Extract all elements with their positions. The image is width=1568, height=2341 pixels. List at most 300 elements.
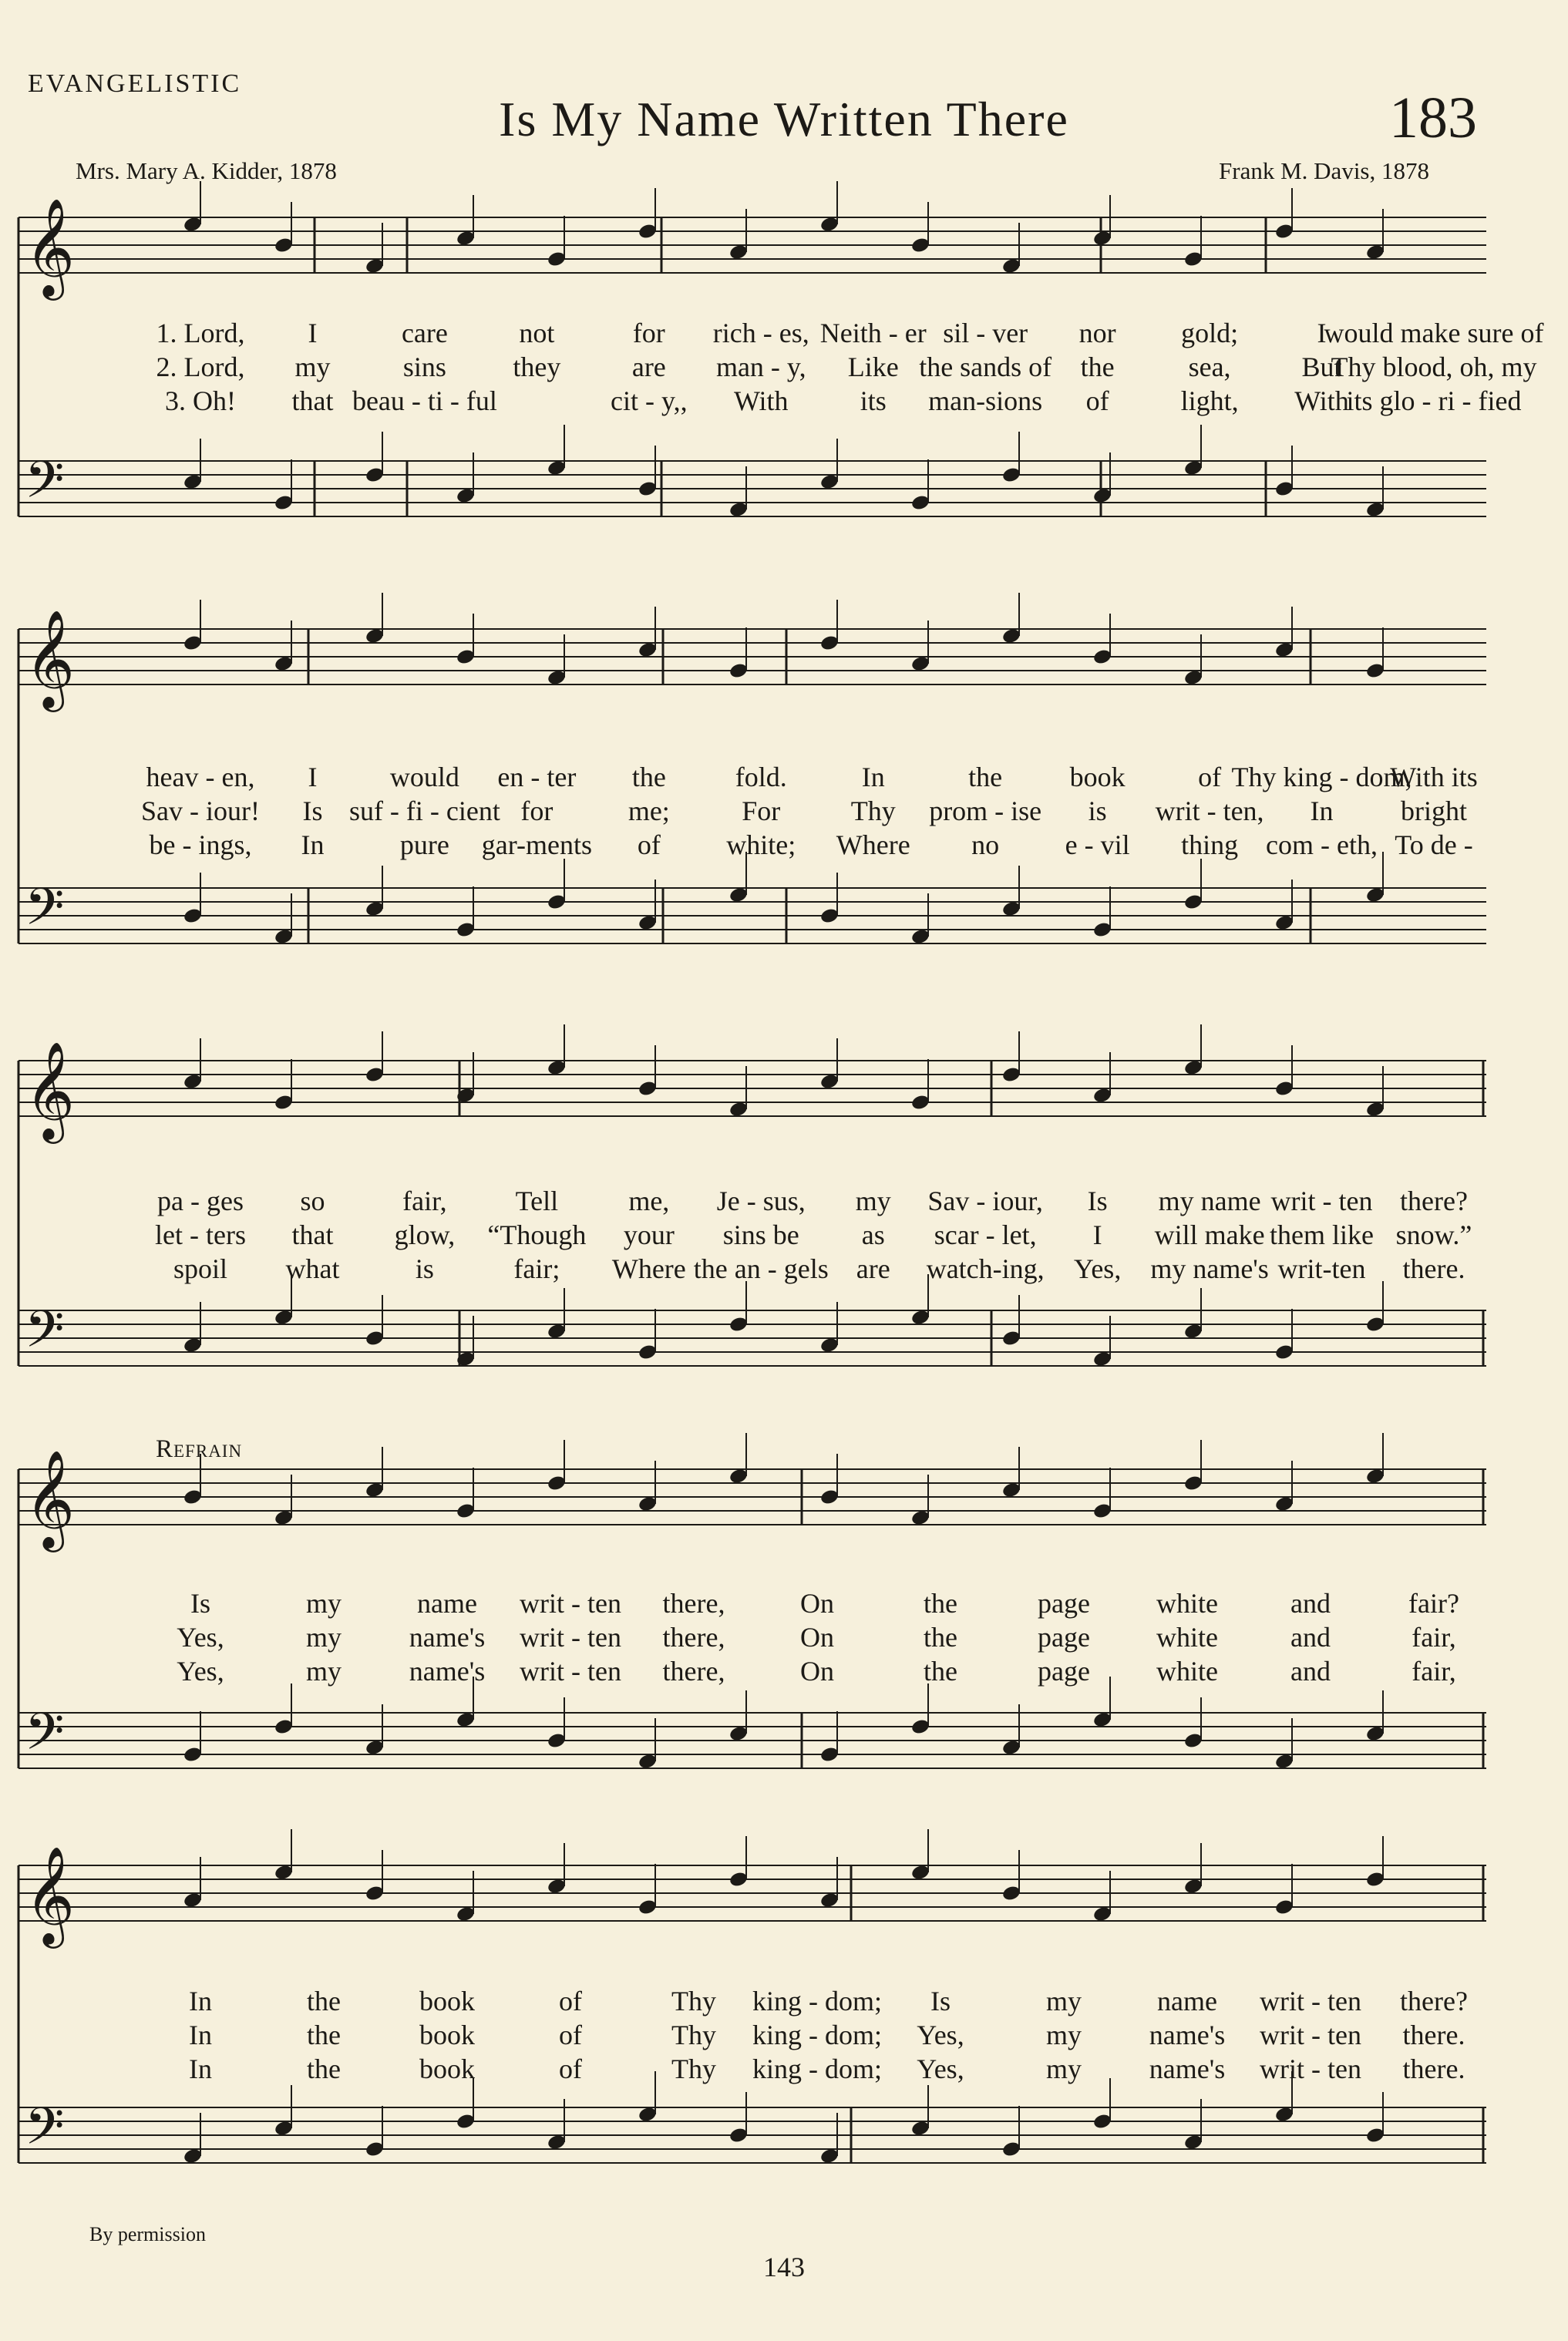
lyric-syllable: book (419, 2020, 475, 2050)
treble-notehead (819, 216, 840, 234)
treble-notehead (183, 634, 203, 652)
treble-clef: 𝄞 (25, 609, 76, 708)
bass-notehead (547, 2134, 567, 2151)
lyric-syllable: With its (1390, 762, 1478, 792)
lyric-syllable: bright (1401, 795, 1467, 826)
treble-clef: 𝄞 (25, 1449, 76, 1548)
lyric-syllable: In (301, 829, 325, 860)
treble-notehead (365, 627, 385, 645)
lyric-syllable: fair, (1412, 1622, 1456, 1653)
lyric-syllable: the sands of (919, 351, 1052, 382)
lyric-syllable: glow, (394, 1219, 456, 1250)
bass-notehead (1183, 1732, 1203, 1750)
lyric-syllable: name's (409, 1622, 486, 1653)
lyric-syllable: so (300, 1186, 325, 1216)
lyric-syllable: of (559, 2053, 582, 2084)
bass-notehead (1274, 1753, 1294, 1771)
lyric-syllable: white (1156, 1622, 1218, 1653)
treble-notehead (728, 244, 749, 261)
lyric-syllable: white; (726, 829, 796, 860)
treble-notehead (456, 1087, 476, 1105)
treble-notehead (1183, 1878, 1203, 1895)
treble-notehead (1183, 669, 1203, 687)
treble-notehead (547, 1475, 567, 1492)
treble-notehead (1092, 648, 1112, 666)
lyric-syllable: my (1045, 2020, 1082, 2050)
treble-notehead (1183, 1059, 1203, 1077)
lyric-syllable: book (419, 2053, 475, 2084)
lyric-syllable: fold. (735, 762, 787, 792)
bass-notehead (1183, 459, 1203, 477)
lyric-syllable: the (1080, 351, 1115, 382)
lyric-syllable: For (742, 795, 781, 826)
treble-notehead (1001, 1482, 1021, 1499)
lyric-syllable: are (631, 351, 666, 382)
lyric-syllable: 3. Oh! (165, 385, 236, 416)
lyric-syllable: Sav - iour! (141, 795, 260, 826)
lyric-syllable: there, (662, 1588, 725, 1619)
lyric-syllable: I (1317, 318, 1327, 348)
treble-notehead (728, 1101, 749, 1118)
lyric-syllable: me; (628, 795, 670, 826)
bass-notehead (456, 921, 476, 939)
bass-notehead (728, 2127, 749, 2144)
lyric-syllable: writ - ten (1260, 2020, 1361, 2050)
lyric-syllable: e - vil (1065, 829, 1130, 860)
bass-notehead (1274, 914, 1294, 932)
bass-notehead (819, 907, 840, 925)
lyric-syllable: Like (847, 351, 899, 382)
lyric-syllable: rich - es, (712, 318, 809, 348)
bass-notehead (728, 501, 749, 519)
lyric-syllable: gar-ments (481, 829, 592, 860)
bass-notehead (910, 494, 930, 512)
lyric-syllable: of (559, 1986, 582, 2016)
lyric-syllable: the (924, 1588, 957, 1619)
lyric-syllable: care (401, 318, 448, 348)
lyric-syllable: Where (836, 829, 910, 860)
lyric-syllable: com - eth, (1266, 829, 1378, 860)
bass-notehead (1001, 466, 1021, 484)
lyric-syllable: Neith - er (819, 318, 927, 348)
lyric-syllable: In (189, 2053, 212, 2084)
lyric-syllable: light, (1180, 385, 1239, 416)
treble-notehead (1092, 1905, 1112, 1923)
lyric-syllable: man - y, (715, 351, 806, 382)
lyric-syllable: be - ings, (149, 829, 252, 860)
lyric-syllable: scar - let, (934, 1219, 1037, 1250)
lyric-syllable: 2. Lord, (156, 351, 245, 382)
lyric-syllable: my (305, 1656, 342, 1687)
bass-notehead (456, 1350, 476, 1368)
bass-notehead (183, 1337, 203, 1354)
bass-clef: 𝄢 (25, 2097, 65, 2168)
treble-notehead (365, 1482, 385, 1499)
lyric-syllable: and (1290, 1588, 1331, 1619)
bass-notehead (547, 459, 567, 477)
lyric-line-verse-2 (0, 794, 1568, 828)
bass-notehead (819, 1746, 840, 1764)
lyric-syllable: writ - ten (1270, 1186, 1373, 1216)
lyric-syllable: there. (1402, 1253, 1465, 1284)
lyric-syllable: are (856, 1253, 890, 1284)
lyric-syllable: I (308, 318, 318, 348)
lyric-syllable: writ - ten (520, 1656, 621, 1687)
bass-notehead (1365, 501, 1385, 519)
bass-notehead (365, 1739, 385, 1757)
bass-notehead (1183, 2134, 1203, 2151)
treble-notehead (1365, 1101, 1385, 1118)
treble-notehead (1001, 1885, 1021, 1902)
treble-clef: 𝄞 (25, 197, 76, 296)
treble-notehead (638, 1899, 658, 1916)
lyric-syllable: Yes, (1073, 1253, 1122, 1284)
lyric-syllable: the an - gels (693, 1253, 829, 1284)
lyric-line-verse-2 (0, 2018, 1568, 2052)
permission-note: By permission (89, 2223, 206, 2245)
treble-notehead (910, 1864, 930, 1882)
bass-notehead (638, 480, 658, 498)
treble-notehead (547, 1878, 567, 1895)
lyric-syllable: beau - ti - ful (352, 385, 497, 416)
lyric-syllable: Is (302, 795, 323, 826)
bass-notehead (274, 1718, 294, 1736)
bass-notehead (1092, 921, 1112, 939)
lyric-syllable: its (860, 385, 887, 416)
treble-notehead (1365, 244, 1385, 261)
lyric-line-verse-3 (0, 1252, 1568, 1286)
treble-notehead (456, 1502, 476, 1520)
lyric-syllable: of (559, 2020, 582, 2050)
treble-notehead (910, 237, 930, 254)
lyric-syllable: white (1156, 1656, 1218, 1687)
lyric-syllable: they (513, 351, 561, 382)
bass-notehead (1365, 2127, 1385, 2144)
bass-notehead (365, 466, 385, 484)
treble-notehead (274, 237, 294, 254)
lyric-syllable: book (1069, 762, 1126, 792)
treble-notehead (728, 1871, 749, 1889)
lyric-syllable: Yes, (177, 1622, 224, 1653)
lyric-syllable: of (637, 829, 661, 860)
lyric-syllable: thing (1181, 829, 1239, 860)
treble-notehead (274, 1094, 294, 1112)
treble-notehead (819, 634, 840, 652)
treble-clef: 𝄞 (25, 1041, 76, 1139)
lyric-syllable: Yes, (177, 1656, 224, 1687)
bass-notehead (728, 886, 749, 904)
lyric-syllable: Is (1087, 1186, 1108, 1216)
lyric-syllable: king - dom; (752, 2020, 882, 2050)
lyric-syllable: “Though (487, 1219, 587, 1250)
lyric-syllable: Tell (515, 1186, 559, 1216)
lyric-syllable: suf - fi - cient (348, 795, 500, 826)
lyricist-credit: Mrs. Mary A. Kidder, 1878 (76, 157, 337, 184)
lyric-syllable: white (1156, 1588, 1218, 1619)
lyric-syllable: is (415, 1253, 434, 1284)
hymn-number: 183 (1389, 86, 1477, 150)
bass-notehead (365, 2141, 385, 2158)
treble-notehead (456, 230, 476, 247)
bass-notehead (274, 928, 294, 946)
lyric-syllable: my (1045, 2053, 1082, 2084)
lyric-syllable: fair, (1412, 1656, 1456, 1687)
bass-notehead (1365, 1725, 1385, 1743)
lyric-syllable: name's (1149, 2053, 1226, 2084)
bass-notehead (819, 2148, 840, 2165)
treble-notehead (1001, 627, 1021, 645)
lyric-syllable: Is (190, 1588, 210, 1619)
treble-notehead (819, 1488, 840, 1506)
lyric-syllable: would (389, 762, 459, 792)
lyric-syllable: With (733, 385, 789, 416)
lyric-syllable: the (307, 2020, 341, 2050)
treble-notehead (638, 1495, 658, 1513)
bass-notehead (274, 2120, 294, 2138)
bass-notehead (638, 1344, 658, 1361)
lyric-line-verse-3 (0, 828, 1568, 862)
bass-notehead (910, 1718, 930, 1736)
treble-notehead (1092, 230, 1112, 247)
lyric-syllable: writ - ten, (1155, 795, 1264, 826)
treble-notehead (638, 1080, 658, 1098)
bass-notehead (456, 1711, 476, 1729)
lyric-line-verse-3 (0, 2052, 1568, 2086)
lyric-syllable: the (631, 762, 666, 792)
bass-notehead (1092, 1711, 1112, 1729)
lyric-line-verse-1 (0, 1984, 1568, 2018)
lyric-line-verse-3 (0, 384, 1568, 418)
bass-notehead (638, 2106, 658, 2124)
lyric-syllable: pure (399, 829, 449, 860)
lyric-syllable: 1. Lord, (156, 318, 245, 348)
bass-notehead (183, 907, 203, 925)
lyric-syllable: my (305, 1622, 342, 1653)
lyric-syllable: there? (1400, 1986, 1468, 2016)
lyric-syllable: But (1301, 351, 1342, 382)
lyric-syllable: Thy (671, 2020, 716, 2050)
bass-notehead (910, 928, 930, 946)
lyric-syllable: and (1290, 1656, 1331, 1687)
bass-notehead (1365, 1316, 1385, 1334)
lyric-syllable: Thy blood, oh, my (1331, 351, 1537, 382)
treble-notehead (1001, 257, 1021, 275)
lyric-syllable: name (1157, 1986, 1217, 2016)
bass-notehead (638, 1753, 658, 1771)
bass-notehead (547, 1323, 567, 1340)
lyric-line-verse-1 (0, 760, 1568, 794)
bass-notehead (910, 1309, 930, 1327)
lyric-syllable: my name's (1150, 1253, 1269, 1284)
lyric-syllable: fair, (402, 1186, 447, 1216)
bass-notehead (728, 1316, 749, 1334)
treble-notehead (1274, 1080, 1294, 1098)
bass-notehead (1092, 487, 1112, 505)
bass-notehead (1092, 1350, 1112, 1368)
treble-notehead (819, 1073, 840, 1091)
treble-notehead (1274, 641, 1294, 659)
lyric-syllable: is (1088, 795, 1107, 826)
bass-notehead (547, 1732, 567, 1750)
lyric-syllable: as (861, 1219, 885, 1250)
lyric-syllable: that (291, 1219, 334, 1250)
lyric-syllable: page (1038, 1588, 1090, 1619)
treble-notehead (910, 1094, 930, 1112)
lyric-syllable: prom - ise (929, 795, 1042, 826)
lyric-syllable: what (285, 1253, 340, 1284)
lyric-syllable: With (1294, 385, 1349, 416)
bass-notehead (1001, 1330, 1021, 1347)
treble-notehead (274, 655, 294, 673)
lyric-syllable: page (1038, 1622, 1090, 1653)
lyric-syllable: of (1198, 762, 1222, 792)
lyric-line-verse-2 (0, 1620, 1568, 1654)
treble-notehead (1274, 223, 1294, 240)
lyric-syllable: On (800, 1656, 834, 1687)
treble-notehead (365, 257, 385, 275)
treble-notehead (456, 1905, 476, 1923)
lyric-line-verse-1 (0, 1184, 1568, 1218)
lyric-syllable: Sav - iour, (927, 1186, 1043, 1216)
bass-notehead (1001, 1739, 1021, 1757)
treble-notehead (547, 251, 567, 268)
treble-notehead (274, 1509, 294, 1527)
treble-notehead (456, 648, 476, 666)
lyric-syllable: there, (662, 1622, 725, 1653)
lyric-syllable: my (305, 1588, 342, 1619)
lyric-syllable: the (924, 1622, 957, 1653)
bass-notehead (1274, 480, 1294, 498)
lyric-syllable: there? (1400, 1186, 1468, 1216)
treble-notehead (1274, 1495, 1294, 1513)
lyric-syllable: my name (1158, 1186, 1261, 1216)
refrain-label: Refrain (156, 1435, 243, 1463)
hymn-title: Is My Name Written There (499, 92, 1069, 146)
bass-clef: 𝄢 (25, 450, 65, 522)
treble-notehead (1274, 1899, 1294, 1916)
composer-credit: Frank M. Davis, 1878 (1219, 157, 1429, 184)
treble-notehead (1365, 1871, 1385, 1889)
bass-notehead (183, 473, 203, 491)
lyric-syllable: for (632, 318, 665, 348)
treble-notehead (274, 1864, 294, 1882)
lyric-syllable: would make sure of (1324, 318, 1544, 348)
treble-notehead (183, 1488, 203, 1506)
lyric-syllable: cit - y,, (610, 385, 688, 416)
bass-notehead (183, 2148, 203, 2165)
lyric-syllable: I (308, 762, 318, 792)
bass-notehead (1001, 2141, 1021, 2158)
bass-notehead (274, 494, 294, 512)
treble-notehead (1183, 251, 1203, 268)
treble-notehead (1092, 1087, 1112, 1105)
lyric-syllable: writ - ten (1260, 2053, 1361, 2084)
lyric-syllable: book (419, 1986, 475, 2016)
bass-notehead (274, 1309, 294, 1327)
bass-notehead (1365, 886, 1385, 904)
lyric-syllable: nor (1078, 318, 1116, 348)
bass-notehead (638, 914, 658, 932)
treble-notehead (1365, 662, 1385, 680)
bass-clef: 𝄢 (25, 877, 65, 949)
lyric-syllable: will make (1154, 1219, 1265, 1250)
bass-notehead (1092, 2113, 1112, 2131)
lyric-syllable: Je - sus, (716, 1186, 806, 1216)
lyric-syllable: name (417, 1588, 477, 1619)
bass-notehead (819, 1337, 840, 1354)
lyric-syllable: let - ters (155, 1219, 246, 1250)
lyric-syllable: my (294, 351, 331, 382)
lyric-syllable: the (968, 762, 1003, 792)
category-label: EVANGELISTIC (28, 69, 242, 98)
lyric-syllable: writ-ten (1277, 1253, 1366, 1284)
lyric-syllable: writ - ten (1260, 1986, 1361, 2016)
bass-notehead (1183, 1323, 1203, 1340)
treble-clef: 𝄞 (25, 1845, 76, 1944)
lyric-syllable: and (1290, 1622, 1331, 1653)
treble-notehead (728, 1468, 749, 1485)
lyric-syllable: there. (1402, 2020, 1465, 2050)
lyric-syllable: snow.” (1395, 1219, 1472, 1250)
treble-notehead (365, 1066, 385, 1084)
bass-notehead (365, 1330, 385, 1347)
lyric-syllable: I (1092, 1219, 1102, 1250)
lyric-syllable: Thy (850, 795, 896, 826)
lyric-syllable: fair; (513, 1253, 560, 1284)
bass-notehead (456, 2113, 476, 2131)
bass-clef: 𝄢 (25, 1702, 65, 1774)
bass-notehead (819, 473, 840, 491)
lyric-syllable: my (1045, 1986, 1082, 2016)
treble-notehead (638, 641, 658, 659)
lyric-syllable: its glo - ri - fied (1346, 385, 1522, 416)
treble-notehead (183, 216, 203, 234)
bass-notehead (910, 2120, 930, 2138)
lyric-syllable: Thy (671, 2053, 716, 2084)
bass-notehead (1183, 893, 1203, 911)
lyric-syllable: Thy (671, 1986, 716, 2016)
lyric-syllable: for (520, 795, 554, 826)
lyric-syllable: king - dom; (752, 2053, 882, 2084)
lyric-syllable: of (1085, 385, 1109, 416)
lyric-syllable: fair? (1408, 1588, 1459, 1619)
lyric-syllable: In (189, 1986, 212, 2016)
lyric-syllable: In (189, 2020, 212, 2050)
lyric-line-verse-3 (0, 1654, 1568, 1688)
lyric-syllable: not (519, 318, 555, 348)
treble-notehead (1001, 1066, 1021, 1084)
lyric-syllable: heav - en, (146, 762, 255, 792)
lyric-syllable: Yes, (917, 2053, 964, 2084)
lyric-syllable: Yes, (917, 2020, 964, 2050)
bass-clef: 𝄢 (25, 1300, 65, 1371)
lyric-syllable: writ - ten (520, 1588, 621, 1619)
lyric-line-verse-2 (0, 1218, 1568, 1252)
page-number: 143 (763, 2252, 805, 2282)
bass-notehead (547, 893, 567, 911)
lyric-syllable: my (855, 1186, 891, 1216)
treble-notehead (1092, 1502, 1112, 1520)
lyric-syllable: Where (611, 1253, 686, 1284)
bass-notehead (456, 487, 476, 505)
lyric-syllable: me, (628, 1186, 670, 1216)
lyric-syllable: In (1310, 795, 1334, 826)
lyric-syllable: sil - ver (943, 318, 1028, 348)
lyric-syllable: name's (409, 1656, 486, 1687)
lyric-syllable: there. (1402, 2053, 1465, 2084)
lyric-syllable: watch-ing, (926, 1253, 1045, 1284)
bass-notehead (1274, 2106, 1294, 2124)
